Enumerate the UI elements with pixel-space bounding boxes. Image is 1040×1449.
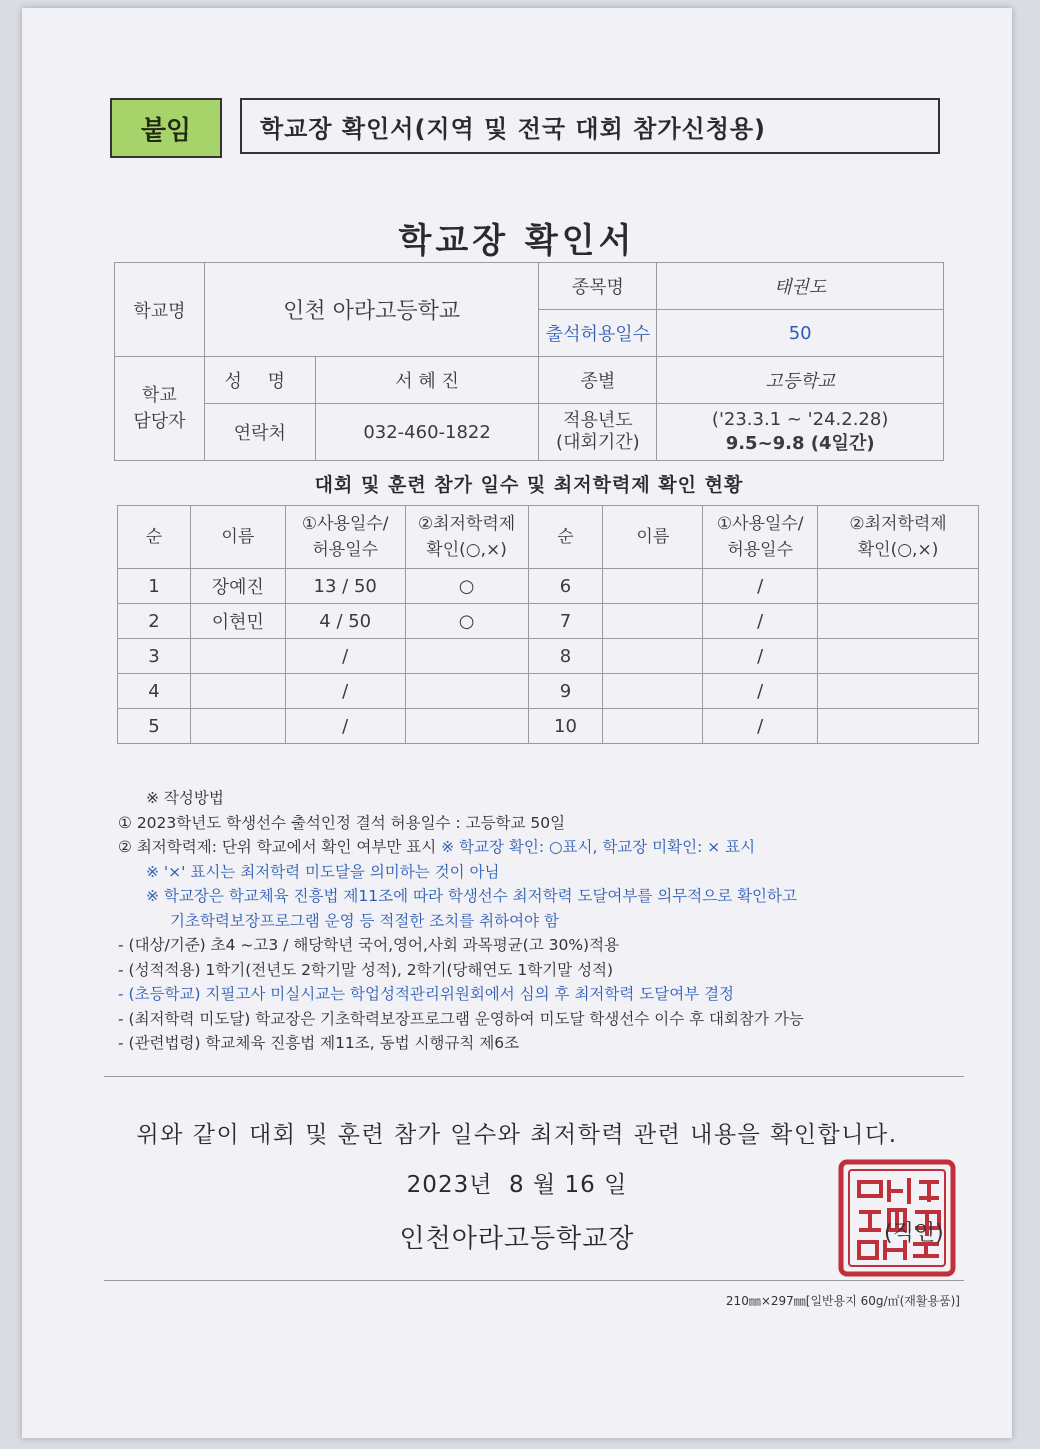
event-label: 종목명: [539, 263, 657, 310]
row-check: [818, 604, 979, 639]
header-title: 학교장 확인서(지역 및 전국 대회 참가신청용): [260, 114, 767, 143]
row-no: 8: [528, 639, 603, 674]
table-row: [118, 569, 979, 604]
header-name: 이름: [603, 506, 703, 569]
note-2: [118, 835, 998, 860]
row-no: 2: [118, 604, 191, 639]
note-3: ※ '×' 표시는 최저학력 미도달을 의미하는 것이 아님: [146, 862, 500, 881]
table-row: [118, 709, 979, 744]
row-no: 7: [528, 604, 603, 639]
header-no: 순: [118, 506, 191, 569]
header-days: ①사용일수/ 허용일수: [703, 506, 818, 569]
section-title: 대회 및 훈련 참가 일수 및 최저학력제 확인 현황: [314, 474, 744, 496]
row-days: /: [703, 569, 818, 604]
row-check: [818, 674, 979, 709]
period-value: 9.5~9.8 (4일간): [725, 433, 875, 454]
row-days: /: [285, 639, 405, 674]
header-check: ②최저학력제 확인(○,×): [405, 506, 528, 569]
row-name: [190, 709, 285, 744]
note-4b: 기초학력보장프로그램 운영 등 적절한 조치를 취하여야 함: [170, 911, 559, 930]
table-row: [118, 674, 979, 709]
header-days: ①사용일수/ 허용일수: [285, 506, 405, 569]
row-days: /: [703, 604, 818, 639]
row-check: ○: [405, 569, 528, 604]
row-days: /: [703, 709, 818, 744]
table-row: [118, 639, 979, 674]
row-name: 이현민: [190, 604, 285, 639]
document-title: 학교장 확인서: [398, 221, 636, 261]
note-2-mark-rule: ※ 학교장 확인: ○표시, 학교장 미확인: × 표시: [441, 838, 756, 856]
row-check: ○: [405, 604, 528, 639]
note-1: ① 2023학년도 학생선수 출석인정 결석 허용일수 : 고등학교 50일: [118, 813, 566, 832]
principal-name: 인천아라고등학교장: [399, 1224, 635, 1254]
notes-heading: ※ 작성방법: [146, 789, 224, 807]
row-days: 13 / 50: [285, 569, 405, 604]
note-4a: ※ 학교장은 학교체육 진흥법 제11조에 따라 학생선수 최저학력 도달여부를 의무적으로 확인하고: [146, 887, 797, 905]
manager-label: 학교 담당자: [115, 357, 205, 461]
table-header-row: [118, 506, 979, 569]
row-name: [603, 639, 703, 674]
row-no: 4: [118, 674, 191, 709]
note-5: - (대상/기준) 초4 ~고3 / 해당학년 국어,영어,사회 과목평균(고 30%)적용: [118, 936, 620, 954]
divider-bottom: [104, 1280, 964, 1281]
row-check: [405, 709, 528, 744]
school-label: 학교명: [115, 263, 205, 357]
row-name: [603, 604, 703, 639]
contact-label: 연락처: [204, 404, 315, 461]
name-label: 성 명: [204, 357, 315, 404]
table-row: [118, 604, 979, 639]
row-no: 6: [528, 569, 603, 604]
school-info-table: [114, 262, 944, 461]
year-cell: [657, 404, 944, 461]
header-check: ②최저학력제 확인(○,×): [818, 506, 979, 569]
header-name: 이름: [190, 506, 285, 569]
participants-table: [117, 505, 979, 744]
row-check: [818, 569, 979, 604]
event-value: 태권도: [657, 263, 944, 310]
instructions: [118, 786, 998, 1056]
row-name: [190, 674, 285, 709]
row-check: [818, 639, 979, 674]
row-days: 4 / 50: [285, 604, 405, 639]
divider-top: [104, 1076, 964, 1077]
row-name: [190, 639, 285, 674]
row-name: [603, 569, 703, 604]
year-label: 적용년도 (대회기간): [539, 404, 657, 461]
paper-spec: 210㎜×297㎜[일반용지 60g/㎡(재활용품)]: [725, 1294, 960, 1308]
contact-value: 032-460-1822: [315, 404, 539, 461]
row-check: [405, 674, 528, 709]
row-days: /: [285, 709, 405, 744]
school-name: 인천 아라고등학교: [204, 263, 539, 357]
seal-label: (직인): [884, 1221, 944, 1246]
allowed-days-label: 출석허용일수: [539, 310, 657, 357]
row-check: [405, 639, 528, 674]
row-no: 1: [118, 569, 191, 604]
note-6: - (성적적용) 1학기(전년도 2학기말 성적), 2학기(당해연도 1학기말 성적): [118, 960, 614, 979]
name-value: 서 혜 진: [315, 357, 539, 404]
row-no: 9: [528, 674, 603, 709]
note-2-text: ② 최저학력제: 단위 학교에서 확인 여부만 표시: [118, 838, 437, 856]
row-no: 3: [118, 639, 191, 674]
allowed-days-value: 50: [657, 310, 944, 357]
row-days: /: [703, 639, 818, 674]
row-days: /: [285, 674, 405, 709]
header-no: 순: [528, 506, 603, 569]
row-name: [603, 674, 703, 709]
document-page: [22, 8, 1012, 1438]
row-check: [818, 709, 979, 744]
type-label: 종별: [539, 357, 657, 404]
row-no: 5: [118, 709, 191, 744]
row-name: 장예진: [190, 569, 285, 604]
attachment-badge: 붙임: [110, 98, 222, 158]
note-9: - (관련법령) 학교체육 진흥법 제11조, 동법 시행규칙 제6조: [118, 1034, 520, 1052]
row-name: [603, 709, 703, 744]
header-title-box: [240, 98, 940, 154]
confirm-statement: 위와 같이 대회 및 훈련 참가 일수와 최저학력 관련 내용을 확인합니다.: [136, 1122, 898, 1148]
row-no: 10: [528, 709, 603, 744]
note-8: - (최저학력 미도달) 학교장은 기초학력보장프로그램 운영하여 미도달 학생선수 이수 후 대회참가 가능: [118, 1009, 804, 1028]
year-value: ('23.3.1 ~ '24.2.28): [711, 409, 889, 430]
row-days: /: [703, 674, 818, 709]
issue-date: 2023년 8 월 16 일: [406, 1172, 628, 1198]
note-7: - (초등학교) 지필고사 미실시교는 학업성적관리위원회에서 심의 후 최저학력 도달여부 결정: [118, 985, 735, 1003]
type-value: 고등학교: [657, 357, 944, 404]
